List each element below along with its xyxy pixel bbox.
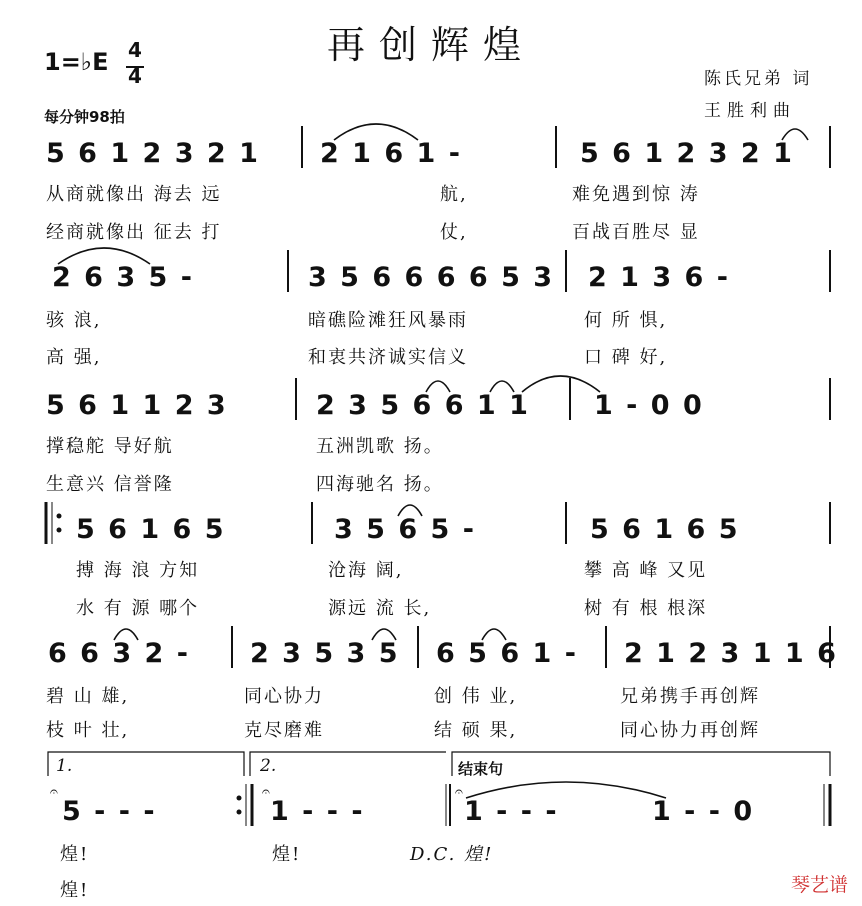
system-4-lyric-1-part-3: 攀 高 峰 又见: [584, 560, 708, 581]
slur: [114, 629, 138, 640]
system-5-lyric-2-part-4: 同心协力再创辉: [620, 720, 760, 741]
system-2-measure-1-notes: 2 6 3 5 -: [52, 262, 194, 293]
slurs: [58, 124, 808, 798]
slur: [334, 124, 418, 140]
system-4-lyric-2-part-2: 源远 流 长,: [328, 598, 432, 619]
system-1-measure-3-notes: 5 6 1 2 3 2 1: [580, 138, 794, 169]
system-1-measure-1-notes: 5 6 1 2 3 2 1: [46, 138, 260, 169]
coda-bracket: [452, 752, 830, 776]
system-6-measure-4-notes: 1 - - 0: [652, 796, 755, 827]
repeat-dots: [57, 514, 242, 815]
system-3-lyric-2-part-2: 四海驰名 扬。: [316, 474, 444, 495]
system-5-measure-3-notes: 6 5 6 1 -: [436, 638, 578, 669]
system-6-lyric-1-part-3: D.C. 煌!: [410, 844, 494, 865]
second-ending-bracket: [250, 752, 446, 776]
system-6-lyric-2-part-1: 煌!: [60, 880, 90, 901]
system-2-lyric-1-part-1: 骇 浪,: [46, 310, 102, 331]
system-2-lyric-2-part-3: 口 碑 好,: [584, 347, 668, 368]
system-5-lyric-2-part-1: 枝 叶 壮,: [46, 720, 130, 741]
slur: [522, 376, 600, 392]
slur: [490, 381, 514, 392]
system-2-lyric-2-part-2: 和衷共济诚实信义: [308, 347, 468, 368]
fermata-mark-2: 𝄐: [262, 784, 270, 800]
system-1-lyric-1-part-2: 航,: [440, 184, 468, 205]
system-6-measure-3-notes: 1 - - -: [464, 796, 559, 827]
repeat-dot: [237, 796, 242, 801]
system-5-lyric-2-part-2: 克尽磨难: [244, 720, 324, 741]
system-2-lyric-1-part-2: 暗礁险滩狂风暴雨: [308, 310, 468, 331]
system-3-measure-1-notes: 5 6 1 1 2 3: [46, 390, 228, 421]
system-4-lyric-2-part-1: 水 有 源 哪个: [76, 598, 200, 619]
tempo-marking: 每分钟98拍: [44, 108, 125, 126]
fermata-mark-1: 𝄐: [50, 784, 58, 800]
slur: [782, 129, 808, 140]
coda-label: 结束句: [458, 760, 504, 778]
system-5-lyric-1-part-4: 兄弟携手再创辉: [620, 686, 760, 707]
system-2-lyric-2-part-1: 高 强,: [46, 347, 102, 368]
key-signature: 1=♭E: [44, 48, 109, 76]
repeat-dot: [237, 810, 242, 815]
fermata-mark-3: 𝄐: [455, 784, 463, 800]
system-3-measure-3-notes: 1 - 0 0: [594, 390, 704, 421]
repeat-dot: [57, 514, 62, 519]
repeat-dot: [57, 528, 62, 533]
slur: [482, 629, 506, 640]
system-6-measure-2-notes: 1 - - -: [270, 796, 365, 827]
first-ending-bracket: [48, 752, 244, 776]
system-3-lyric-1-part-2: 五洲凯歌 扬。: [316, 436, 444, 457]
system-2-measure-2-notes: 3 5 6 6 6 6 5 3: [308, 262, 555, 293]
system-5-measure-4-notes: 2 1 2 3 1 1 6: [624, 638, 838, 669]
system-5-lyric-1-part-3: 创 伟 业,: [434, 686, 518, 707]
system-2-measure-3-notes: 2 1 3 6 -: [588, 262, 730, 293]
slur: [426, 381, 450, 392]
system-4-measure-2-notes: 3 5 6 5 -: [334, 514, 476, 545]
system-1-measure-2-notes: 2 1 6 1 -: [320, 138, 462, 169]
watermark-logo-text: 琴艺谱: [790, 874, 848, 896]
system-1-lyric-2-part-1: 经商就像出 征去 打: [46, 222, 222, 243]
bar-lines: [46, 126, 830, 826]
system-5-lyric-1-part-2: 同心协力: [244, 686, 324, 707]
system-1-lyric-2-part-3: 百战百胜尽 显: [572, 222, 700, 243]
system-3-lyric-2-part-1: 生意兴 信誉隆: [46, 474, 174, 495]
page-title: 再创辉煌: [326, 23, 535, 67]
meter-denominator: 4: [128, 64, 142, 88]
system-5-measure-1-notes: 6 6 3 2 -: [48, 638, 190, 669]
system-1-lyric-1-part-1: 从商就像出 海去 远: [46, 184, 222, 205]
system-4-measure-1-notes: 5 6 1 6 5: [76, 514, 226, 545]
slur: [372, 629, 396, 640]
system-3-lyric-1-part-1: 撑稳舵 导好航: [46, 436, 174, 457]
system-4-lyric-1-part-1: 搏 海 浪 方知: [76, 560, 200, 581]
system-5-lyric-2-part-3: 结 硕 果,: [434, 720, 518, 741]
slur: [58, 248, 150, 264]
first-ending-label: 1.: [56, 756, 73, 776]
system-6-lyric-1-part-1: 煌!: [60, 844, 90, 865]
tie: [466, 782, 666, 798]
system-4-lyric-2-part-3: 树 有 根 根深: [584, 598, 708, 619]
system-6-measure-1-notes: 5 - - -: [62, 796, 157, 827]
system-1-lyric-1-part-3: 难免遇到惊 涛: [572, 184, 700, 205]
system-4-measure-3-notes: 5 6 1 6 5: [590, 514, 740, 545]
meter-numerator: 4: [128, 38, 142, 62]
system-4-lyric-1-part-2: 沧海 阔,: [328, 560, 404, 581]
slur: [398, 505, 422, 516]
volta-brackets: [48, 752, 830, 776]
lyricist-credit: 陈氏兄弟 词: [704, 69, 813, 89]
system-5-lyric-1-part-1: 碧 山 雄,: [46, 686, 130, 707]
system-3-measure-2-notes: 2 3 5 6 6 1 1: [316, 390, 530, 421]
composer-credit: 王胜利曲: [704, 101, 796, 121]
system-1-lyric-2-part-2: 仗,: [440, 222, 468, 243]
system-5-measure-2-notes: 2 3 5 3 5: [250, 638, 400, 669]
second-ending-label: 2.: [260, 756, 277, 776]
system-2-lyric-1-part-3: 何 所 惧,: [584, 310, 668, 331]
system-6-lyric-1-part-2: 煌!: [272, 844, 302, 865]
